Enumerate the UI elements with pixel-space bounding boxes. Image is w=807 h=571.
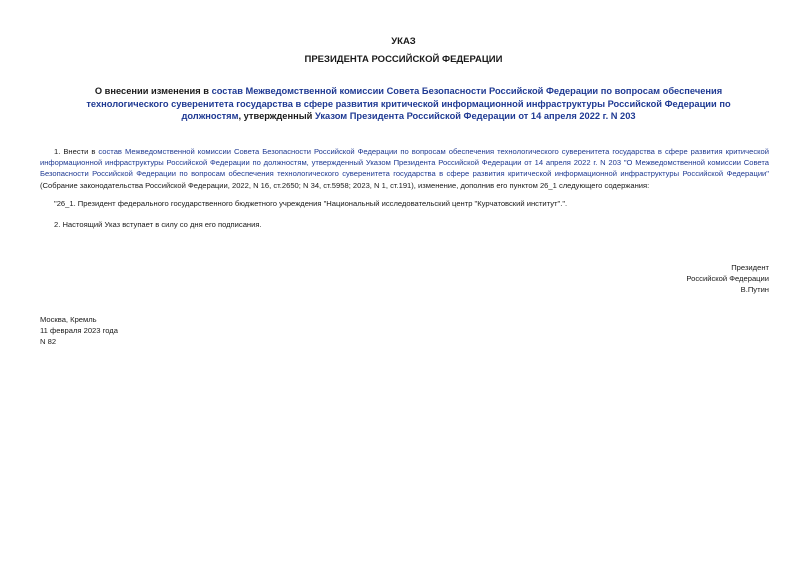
paragraph-2: 2. Настоящий Указ вступает в силу со дня его подписания.	[54, 220, 262, 229]
paragraph-26-1: "26_1. Президент федерального государственного бюджетного учреждения "Национальный исследовательский центр "Курчатовский институт".".	[54, 199, 568, 208]
signature-country: Российской Федерации	[686, 274, 769, 284]
subject-prefix: О внесении изменения в	[94, 86, 212, 96]
place-date-block	[40, 314, 118, 348]
place-city: Москва, Кремль	[40, 315, 97, 324]
place-date: 11 февраля 2023 года	[40, 326, 118, 336]
issuer-title: ПРЕЗИДЕНТА РОССИЙСКОЙ ФЕДЕРАЦИИ	[304, 54, 503, 65]
signature-position: Президент	[731, 263, 769, 272]
decree-subject	[58, 85, 759, 123]
document-type-title: УКАЗ	[391, 36, 416, 47]
paragraph-1-link[interactable]: состав Межведомственной комиссии Совета Безопасности Российской Федерации по вопросам обеспечения технологического суверенитета государства в сфере развития критической информационной инфраструктуры Российской Федерации по должностям, утвержденный Указом Президента Российской Федерации от 14 апреля 2022 г. N 203 "О Межведомственной комиссии Совета Безопасности Российской Федерации по вопросам обеспечения технологического суверенитета государства в сфере развития критической информационной инфраструктуры Российской Федерации"	[40, 147, 770, 179]
subject-link-composition[interactable]: состав Межведомственной комиссии Совета Безопасности Российской Федерации по вопросам обеспечения технологического суверенитета государства в сфере развития критической информационной инфраструктуры Российской Федерации по должностям	[86, 86, 731, 121]
subject-link-decree[interactable]: Указом Президента Российской Федерации от 14 апреля 2022 г. N 203	[314, 111, 636, 121]
decree-number: N 82	[40, 337, 57, 347]
paragraph-1-prefix: 1. Внести в	[54, 147, 99, 156]
signature-name: В.Путин	[740, 285, 769, 295]
paragraph-1-suffix: (Собрание законодательства Российской Федерации, 2022, N 16, ст.2650; N 34, ст.5958; 2023, N 1, ст.191), изменение, дополнив его пунктом 26_1 следующего содержания:	[40, 180, 650, 190]
subject-middle: , утвержденный	[238, 111, 315, 121]
paragraph-1	[40, 146, 769, 191]
signature-block	[686, 262, 769, 296]
